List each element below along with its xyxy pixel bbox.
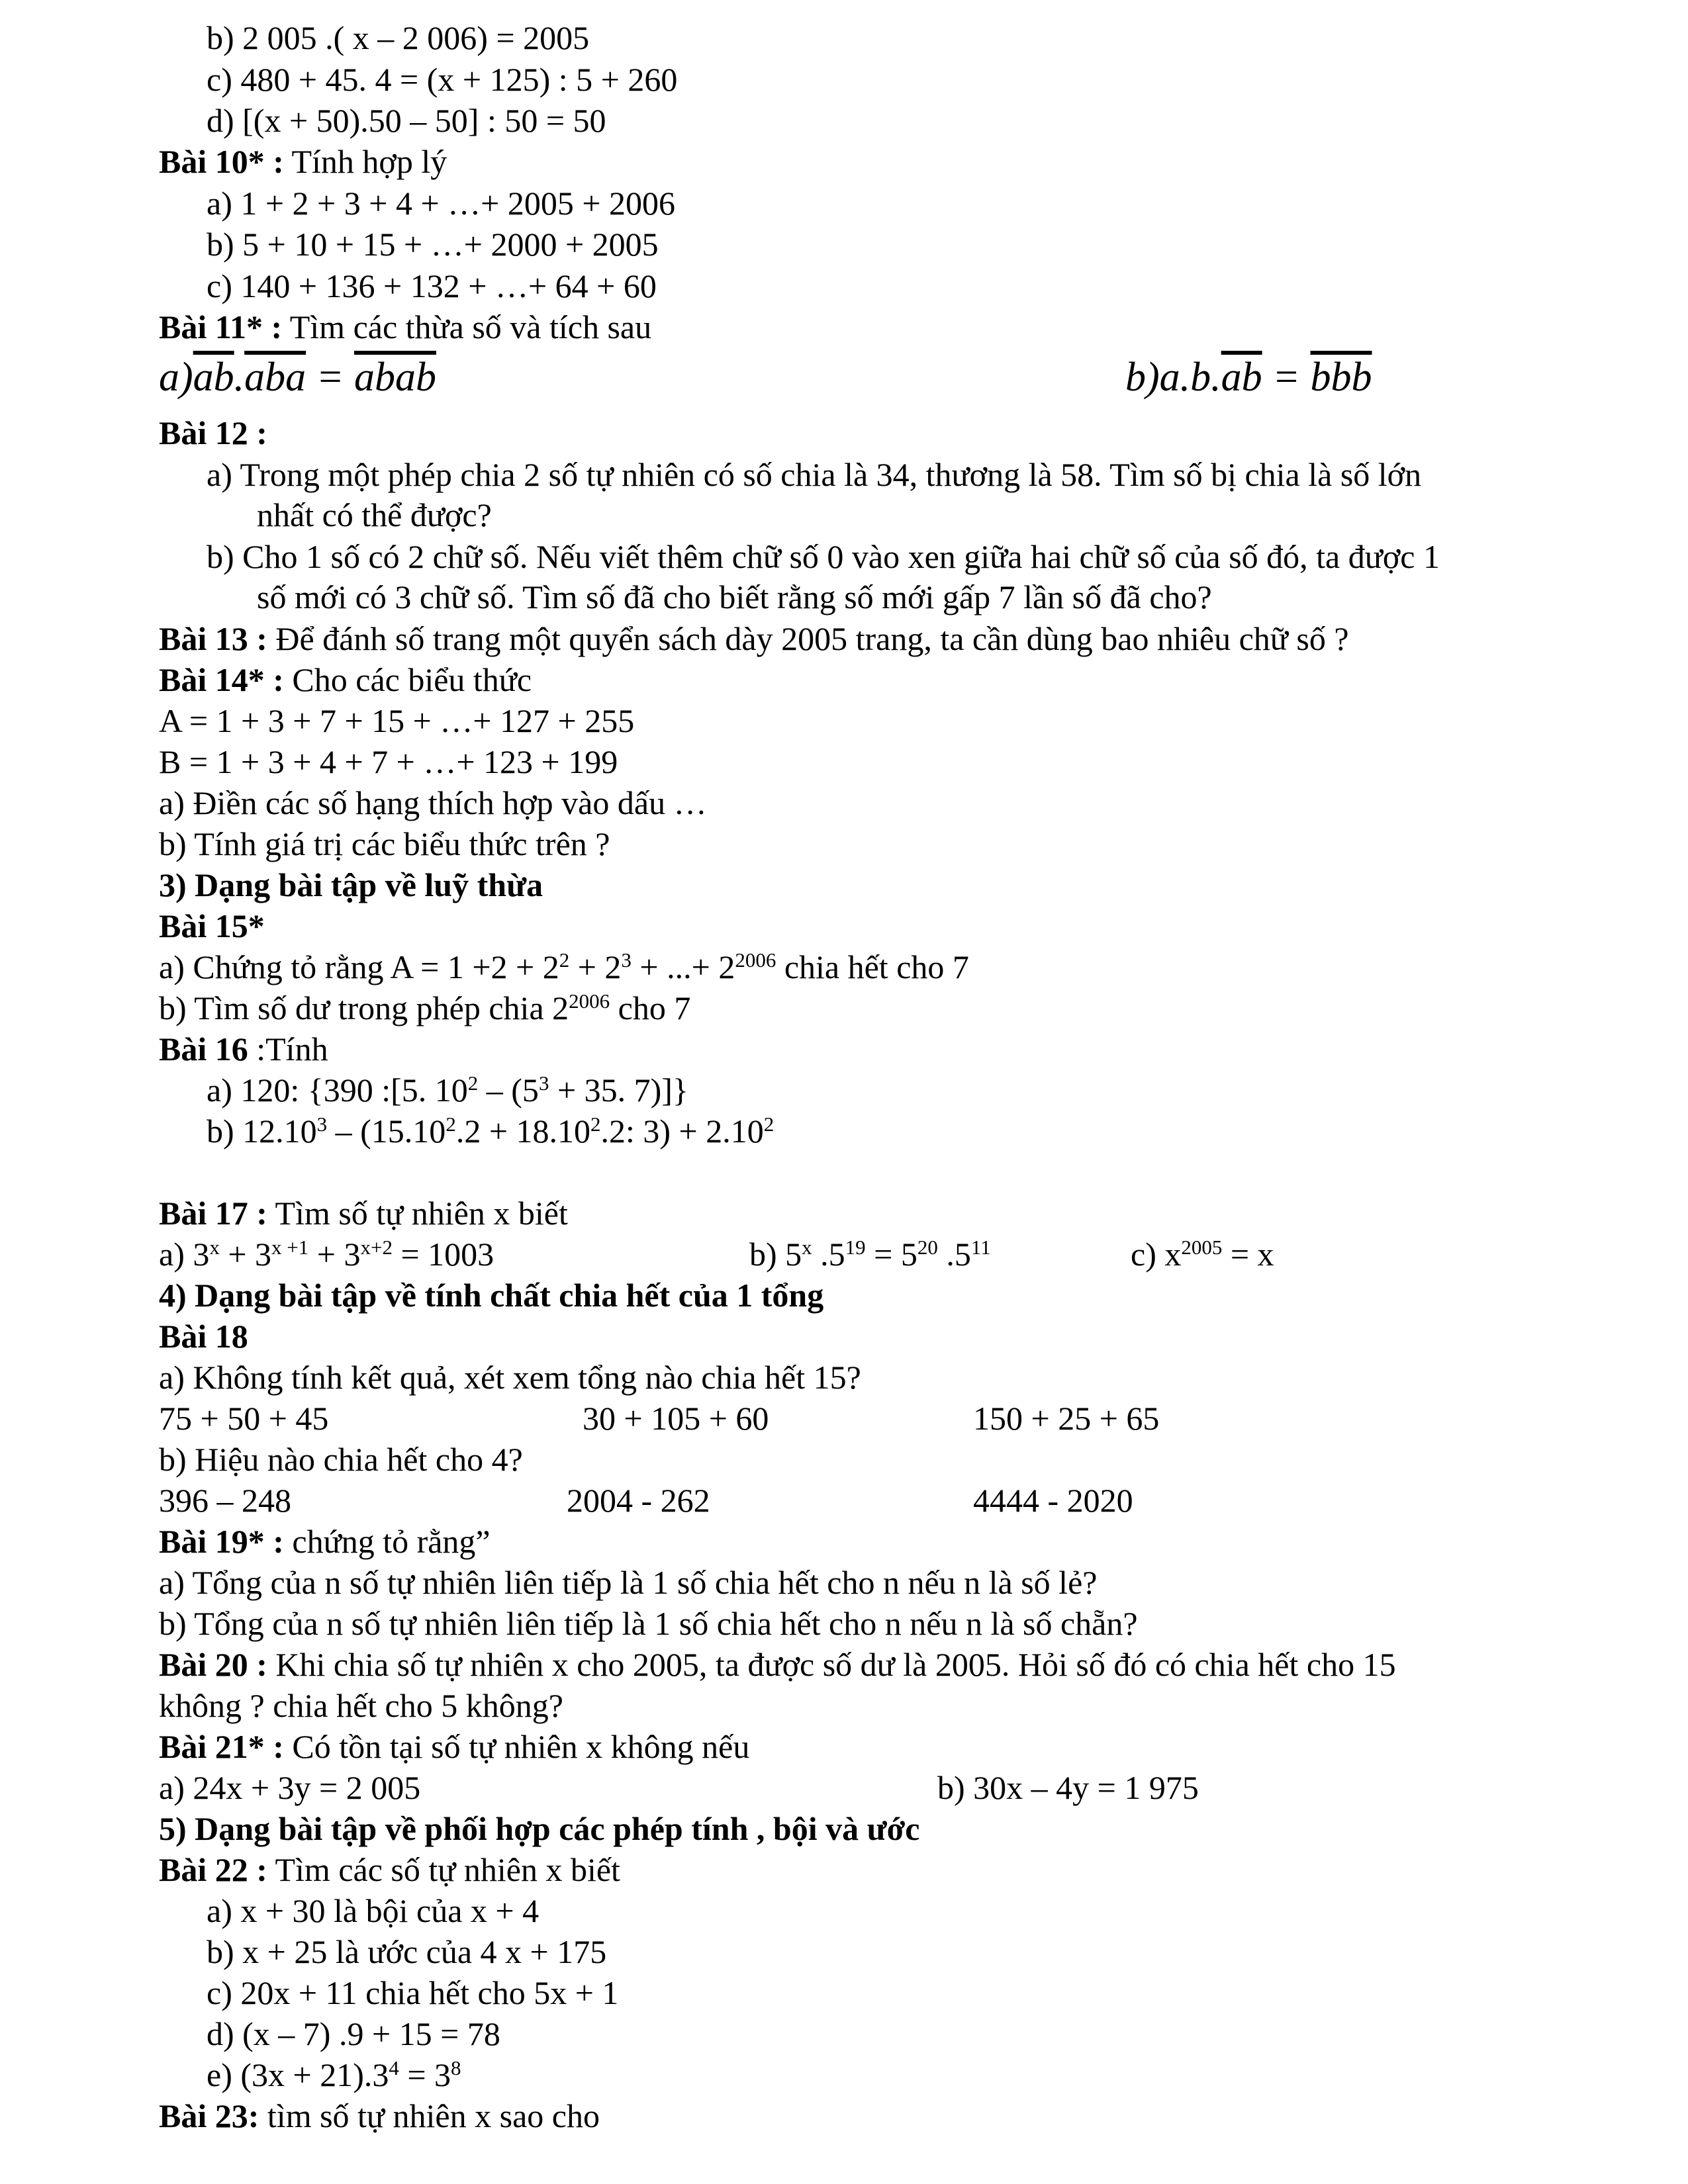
text: a) Tổng của n số tự nhiên liên tiếp là 1 số chia hết cho n nếu n là số lẻ? (159, 1564, 1098, 1601)
text: + 3 (308, 1236, 361, 1273)
item-19a (159, 1562, 1097, 1603)
text: = (306, 355, 354, 400)
item-17c (1131, 1234, 1274, 1279)
item-12b-cont (257, 576, 1212, 617)
exercise-13 (159, 618, 1349, 659)
text: a) (159, 355, 193, 400)
text: số mới có 3 chữ số. Tìm số đã cho biết rằng số mới gấp 7 lần số đã cho? (257, 578, 1212, 615)
overlined-number: $\overline{ab}$ (193, 355, 234, 400)
text: a) 120: {390 :[5. 10 (207, 1071, 468, 1109)
text: .5 (937, 1236, 971, 1273)
text: = x (1222, 1236, 1274, 1273)
text: a) 3 (159, 1236, 210, 1273)
text: a) x + 30 là bội của x + 4 (207, 1892, 539, 1929)
item-14a (159, 782, 707, 823)
exponent: 3 (621, 948, 632, 972)
text: không ? chia hết cho 5 không? (159, 1687, 563, 1724)
text: 2004 - 262 (567, 1482, 710, 1519)
text: + 2 (569, 948, 622, 985)
item-10c (207, 265, 657, 306)
text: 396 – 248 (159, 1482, 291, 1519)
sum-option-3 (973, 1398, 1159, 1439)
exercise-label: Bài 11* : (159, 308, 283, 345)
item-22d (207, 2013, 500, 2054)
text: a) 1 + 2 + 3 + 4 + …+ 2005 + 2006 (207, 185, 676, 222)
exercise-label: Bài 14* : (159, 661, 284, 698)
item-22a (207, 1890, 539, 1931)
exponent: 2 (590, 1112, 601, 1136)
item-12a (207, 454, 1421, 495)
item-19b (159, 1603, 1138, 1644)
exponent: 3 (316, 1112, 328, 1136)
difference-option-3 (973, 1480, 1133, 1521)
exponent: x +1 (271, 1235, 309, 1259)
text: a) Không tính kết quả, xét xem tổng nào chia hết 15? (159, 1359, 861, 1396)
text: Tìm số tự nhiên x biết (267, 1195, 568, 1232)
text: b) Tổng của n số tự nhiên liên tiếp là 1 số chia hết cho n nếu n là số chẵn? (159, 1605, 1138, 1642)
text: = 3 (399, 2056, 451, 2093)
exponent: 19 (845, 1235, 866, 1259)
exponent: 4 (389, 2056, 399, 2079)
exponent: 8 (451, 2056, 461, 2079)
section-title: 3) Dạng bài tập về luỹ thừa (159, 866, 543, 903)
exercise-label: Bài 23: (159, 2097, 259, 2134)
exponent: 2005 (1181, 1235, 1223, 1259)
text: . (234, 355, 245, 400)
text: = (1262, 355, 1311, 400)
item-9b (207, 17, 589, 58)
text: chứng tỏ rằng” (283, 1523, 491, 1560)
item-10b (207, 224, 659, 265)
item-18b (159, 1439, 523, 1480)
exercise-18-heading (159, 1316, 248, 1357)
text: a) Chứng tỏ rằng A = 1 +2 + 2 (159, 948, 559, 985)
text: .2 + 18.10 (455, 1113, 591, 1150)
section-5-heading (159, 1808, 919, 1849)
text: tìm số tự nhiên x sao cho (259, 2097, 600, 2134)
exponent: 2 (467, 1071, 479, 1095)
text: chia hết cho 7 (776, 948, 969, 985)
text: a) Trong một phép chia 2 số tự nhiên có số chia là 34, thương là 58. Tìm số bị chia là số lớn (207, 456, 1422, 493)
text: c) 20x + 11 chia hết cho 5x + 1 (207, 1974, 619, 2011)
text: = 5 (865, 1236, 917, 1273)
exponent: 2006 (735, 948, 776, 972)
item-22e (207, 2054, 461, 2100)
exercise-19-heading (159, 1521, 491, 1562)
text: nhất có thể được? (257, 496, 492, 533)
text: + 35. 7)]} (549, 1071, 688, 1109)
text: b) 5 + 10 + 15 + …+ 2000 + 2005 (207, 226, 659, 263)
text: + ...+ 2 (631, 948, 735, 985)
overlined-number: $\overline{bbb}$ (1310, 355, 1372, 400)
difference-option-2 (567, 1480, 710, 1521)
text: Khi chia số tự nhiên x cho 2005, ta được số dư là 2005. Hỏi số đó có chia hết cho 15 (267, 1646, 1396, 1683)
exercise-12-heading (159, 412, 267, 453)
text: cho 7 (610, 989, 691, 1026)
exercise-label: Bài 21* : (159, 1728, 284, 1765)
item-14b (159, 823, 610, 864)
text: b) 30x – 4y = 1 975 (937, 1769, 1199, 1806)
text: = 1003 (392, 1236, 494, 1273)
item-11a-formula (159, 354, 436, 400)
text: 30 + 105 + 60 (583, 1400, 769, 1437)
exercise-20 (159, 1644, 1396, 1685)
exercise-23-heading (159, 2095, 600, 2136)
exercise-21-heading (159, 1726, 749, 1767)
text: B = 1 + 3 + 4 + 7 + …+ 123 + 199 (159, 743, 618, 780)
text: Tìm các thừa số và tích sau (282, 308, 652, 345)
text: 75 + 50 + 45 (159, 1400, 329, 1437)
exercise-label: Bài 12 : (159, 414, 267, 451)
text: b)a.b. (1125, 355, 1221, 400)
text: b) 5 (749, 1236, 802, 1273)
text: b) 12.10 (207, 1113, 317, 1150)
text: c) x (1131, 1236, 1182, 1273)
item-9d (207, 100, 606, 141)
item-22b (207, 1931, 606, 1972)
text: b) x + 25 là ước của 4 x + 175 (207, 1933, 607, 1970)
item-15b (159, 987, 690, 1033)
exercise-label: Bài 18 (159, 1318, 248, 1355)
text: b) Hiệu nào chia hết cho 4? (159, 1441, 523, 1478)
section-4-heading (159, 1275, 823, 1316)
item-16a (207, 1069, 688, 1115)
item-22c (207, 1972, 618, 2013)
text: d) (x – 7) .9 + 15 = 78 (207, 2015, 500, 2052)
item-16b (207, 1111, 774, 1156)
text: Tính hợp lý (283, 143, 447, 180)
exercise-label: Bài 17 : (159, 1195, 267, 1232)
item-9c (207, 59, 677, 100)
text: b) Cho 1 số có 2 chữ số. Nếu viết thêm chữ số 0 vào xen giữa hai chữ số của số đó, ta được 1 (207, 538, 1440, 575)
item-18a (159, 1357, 861, 1398)
item-12b (207, 536, 1440, 577)
item-17b (749, 1234, 991, 1279)
text: Tìm các số tự nhiên x biết (267, 1851, 620, 1888)
exercise-label: Bài 16 (159, 1030, 248, 1068)
exponent: x (209, 1235, 220, 1259)
exponent: x (802, 1235, 812, 1259)
exercise-14-heading (159, 659, 532, 700)
text: .5 (812, 1236, 845, 1273)
text: a) Điền các số hạng thích hợp vào dấu … (159, 784, 707, 821)
item-21b (937, 1767, 1199, 1808)
expression-a (159, 700, 634, 741)
exponent: 2006 (569, 989, 610, 1013)
item-12a-cont (257, 494, 492, 535)
overlined-number: abab (354, 355, 436, 400)
item-15a (159, 946, 969, 992)
exercise-16-heading (159, 1028, 328, 1069)
text: b) Tìm số dư trong phép chia 2 (159, 989, 569, 1026)
text: a) 24x + 3y = 2 005 (159, 1769, 421, 1806)
exercise-label: Bài 22 : (159, 1851, 267, 1888)
exponent: 20 (917, 1235, 938, 1259)
exponent: 2 (763, 1112, 774, 1136)
section-title: 4) Dạng bài tập về tính chất chia hết của 1 tổng (159, 1277, 824, 1314)
sum-option-2 (583, 1398, 769, 1439)
text: b) Tính giá trị các biểu thức trên ? (159, 825, 610, 862)
text: c) 140 + 136 + 132 + …+ 64 + 60 (207, 267, 657, 304)
overlined-number: $\overline{aba}$ (244, 355, 306, 400)
text: Có tồn tại số tự nhiên x không nếu (283, 1728, 750, 1765)
exercise-17-heading (159, 1193, 568, 1234)
exponent: 2 (445, 1112, 456, 1136)
text: – (5 (478, 1071, 539, 1109)
text: 150 + 25 + 65 (973, 1400, 1160, 1437)
text: Cho các biểu thức (283, 661, 532, 698)
text: 4444 - 2020 (973, 1482, 1133, 1519)
text: c) 480 + 45. 4 = (x + 125) : 5 + 260 (207, 61, 678, 98)
exponent: 3 (538, 1071, 549, 1095)
text: e) (3x + 21).3 (207, 2056, 389, 2093)
exponent: 2 (559, 948, 570, 972)
item-17a (159, 1234, 494, 1279)
section-3-heading (159, 864, 543, 905)
difference-option-1 (159, 1480, 291, 1521)
text: .2: 3) + 2.10 (600, 1113, 764, 1150)
exercise-label: Bài 19* : (159, 1523, 284, 1560)
section-title: 5) Dạng bài tập về phối hợp các phép tính , bội và ước (159, 1810, 920, 1847)
exponent: x+2 (360, 1235, 393, 1259)
text: d) [(x + 50).50 – 50] : 50 = 50 (207, 102, 606, 139)
item-10a (207, 183, 675, 224)
exponent: 11 (970, 1235, 991, 1259)
exercise-20-cont (159, 1685, 563, 1726)
text: A = 1 + 3 + 7 + 15 + …+ 127 + 255 (159, 702, 635, 739)
exercise-label: Bài 13 : (159, 620, 267, 657)
text: b) 2 005 .( x – 2 006) = 2005 (207, 19, 590, 56)
overlined-number: $\overline{ab}$ (1221, 355, 1262, 400)
item-21a (159, 1767, 420, 1808)
exercise-15-heading (159, 905, 265, 946)
text: :Tính (248, 1030, 328, 1068)
sum-option-1 (159, 1398, 328, 1439)
exercise-22-heading (159, 1849, 620, 1890)
exercise-label: Bài 15* (159, 907, 265, 944)
text: Để đánh số trang một quyển sách dày 2005 trang, ta cần dùng bao nhiêu chữ số ? (267, 620, 1349, 657)
text: – (15.10 (327, 1113, 446, 1150)
text: + 3 (219, 1236, 272, 1273)
exercise-11-heading (159, 306, 651, 347)
expression-b (159, 741, 618, 782)
exercise-label: Bài 20 : (159, 1646, 267, 1683)
exercise-10-heading (159, 141, 447, 182)
item-11b-formula (1125, 354, 1372, 400)
exercise-label: Bài 10* : (159, 143, 284, 180)
